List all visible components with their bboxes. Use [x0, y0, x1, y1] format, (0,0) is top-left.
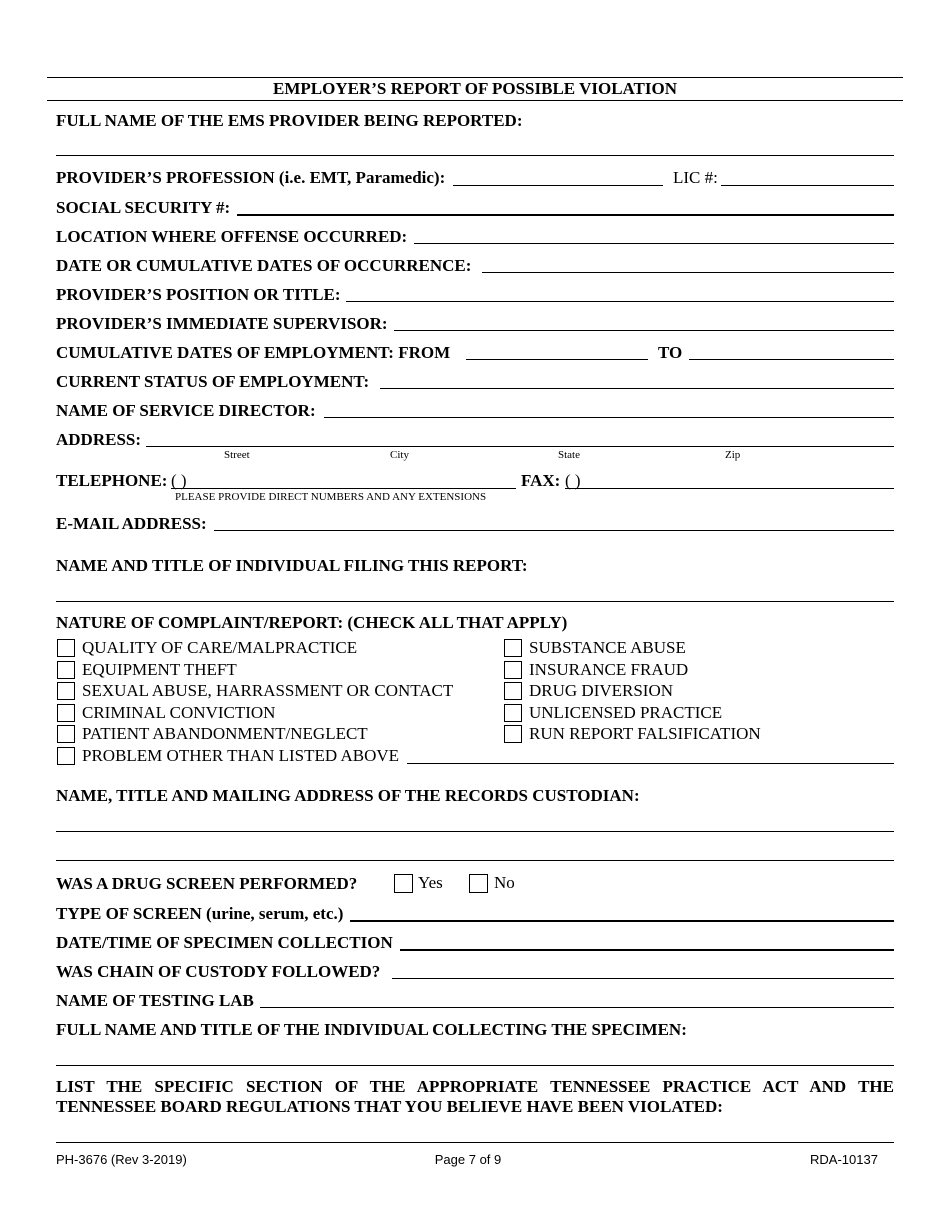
footer-page-number: Page 7 of 9: [434, 1152, 502, 1167]
employment-to-label: TO: [658, 343, 683, 362]
specimen-datetime-field[interactable]: [400, 949, 894, 951]
custodian-field-line-1[interactable]: [56, 831, 894, 832]
fax-label: FAX:: [521, 471, 561, 490]
email-field[interactable]: [214, 530, 894, 531]
regulations-label: LIST THE SPECIFIC SECTION OF THE APPROPRIATE TENNESSEE PRACTICE ACT AND THE TENNESSEE BOARD REGULATIONS THAT YOU BELIEVE HAVE BEEN VIOLATED:: [56, 1077, 894, 1116]
checkbox-quality-of-care[interactable]: [57, 639, 75, 657]
option-patient-abandonment: PATIENT ABANDONMENT/NEGLECT: [82, 724, 368, 743]
option-unlicensed-practice: UNLICENSED PRACTICE: [529, 703, 723, 722]
page-title: EMPLOYER’S REPORT OF POSSIBLE VIOLATION: [272, 79, 677, 98]
lic-label: LIC #:: [673, 168, 718, 187]
checkbox-drug-diversion[interactable]: [504, 682, 522, 700]
screen-type-field[interactable]: [350, 920, 894, 922]
supervisor-field[interactable]: [394, 330, 894, 331]
footer-rda-number: RDA-10137: [810, 1152, 878, 1167]
address-label: ADDRESS:: [56, 430, 142, 449]
full-name-label: FULL NAME OF THE EMS PROVIDER BEING REPORTED:: [56, 111, 523, 130]
lic-field[interactable]: [721, 185, 894, 186]
email-label: E-MAIL ADDRESS:: [56, 514, 207, 533]
telephone-note: PLEASE PROVIDE DIRECT NUMBERS AND ANY EXTENSIONS: [175, 491, 487, 503]
option-quality-of-care: QUALITY OF CARE/MALPRACTICE: [82, 638, 358, 657]
profession-field[interactable]: [453, 185, 663, 186]
supervisor-label: PROVIDER’S IMMEDIATE SUPERVISOR:: [56, 314, 388, 333]
filer-field[interactable]: [56, 601, 894, 602]
position-field[interactable]: [346, 301, 894, 302]
filer-label: NAME AND TITLE OF INDIVIDUAL FILING THIS REPORT:: [56, 556, 528, 575]
employment-from-label: CUMULATIVE DATES OF EMPLOYMENT: FROM: [56, 343, 451, 362]
checkbox-run-report-falsification[interactable]: [504, 725, 522, 743]
option-other-problem: PROBLEM OTHER THAN LISTED ABOVE: [82, 746, 400, 765]
director-field[interactable]: [324, 417, 894, 418]
address-city-caption: City: [390, 449, 409, 461]
complaint-heading: NATURE OF COMPLAINT/REPORT: (CHECK ALL THAT APPLY): [56, 613, 568, 632]
checkbox-other-problem[interactable]: [57, 747, 75, 765]
profession-label: PROVIDER’S PROFESSION (i.e. EMT, Paramedic):: [56, 168, 446, 187]
director-label: NAME OF SERVICE DIRECTOR:: [56, 401, 316, 420]
footer-rule: [56, 1142, 894, 1143]
employment-from-field[interactable]: [466, 359, 648, 360]
dates-field[interactable]: [482, 272, 894, 273]
screen-type-label: TYPE OF SCREEN (urine, serum, etc.): [56, 904, 344, 923]
checkbox-equipment-theft[interactable]: [57, 661, 75, 679]
drug-screen-label: WAS A DRUG SCREEN PERFORMED?: [56, 874, 358, 893]
status-label: CURRENT STATUS OF EMPLOYMENT:: [56, 372, 370, 391]
checkbox-unlicensed-practice[interactable]: [504, 704, 522, 722]
collector-label: FULL NAME AND TITLE OF THE INDIVIDUAL COLLECTING THE SPECIMEN:: [56, 1020, 687, 1039]
custodian-label: NAME, TITLE AND MAILING ADDRESS OF THE RECORDS CUSTODIAN:: [56, 786, 640, 805]
chain-of-custody-field[interactable]: [392, 978, 894, 979]
testing-lab-label: NAME OF TESTING LAB: [56, 991, 254, 1010]
specimen-datetime-label: DATE/TIME OF SPECIMEN COLLECTION: [56, 933, 393, 952]
option-insurance-fraud: INSURANCE FRAUD: [529, 660, 689, 679]
checkbox-insurance-fraud[interactable]: [504, 661, 522, 679]
chain-of-custody-label: WAS CHAIN OF CUSTODY FOLLOWED?: [56, 962, 381, 981]
option-run-report-falsification: RUN REPORT FALSIFICATION: [529, 724, 761, 743]
option-sexual-abuse: SEXUAL ABUSE, HARRASSMENT OR CONTACT: [82, 681, 454, 700]
telephone-area-code: ( ): [171, 471, 187, 490]
option-criminal-conviction: CRIMINAL CONVICTION: [82, 703, 276, 722]
fax-field[interactable]: [565, 488, 894, 489]
ssn-label: SOCIAL SECURITY #:: [56, 198, 231, 217]
checkbox-criminal-conviction[interactable]: [57, 704, 75, 722]
title-rule-top: [47, 77, 903, 78]
checkbox-substance-abuse[interactable]: [504, 639, 522, 657]
address-field[interactable]: [146, 446, 894, 447]
checkbox-drug-screen-yes[interactable]: [394, 874, 413, 893]
ssn-field[interactable]: [237, 214, 894, 216]
status-field[interactable]: [380, 388, 894, 389]
fax-area-code: ( ): [565, 471, 581, 490]
telephone-label: TELEPHONE:: [56, 471, 168, 490]
checkbox-drug-screen-no[interactable]: [469, 874, 488, 893]
custodian-field-line-2[interactable]: [56, 860, 894, 861]
dates-label: DATE OR CUMULATIVE DATES OF OCCURRENCE:: [56, 256, 472, 275]
full-name-field[interactable]: [56, 155, 894, 156]
title-rule-bottom: [47, 100, 903, 101]
address-zip-caption: Zip: [725, 449, 741, 461]
testing-lab-field[interactable]: [260, 1007, 894, 1008]
address-street-caption: Street: [224, 449, 250, 461]
option-equipment-theft: EQUIPMENT THEFT: [82, 660, 237, 679]
address-state-caption: State: [558, 449, 580, 461]
employment-to-field[interactable]: [689, 359, 894, 360]
position-label: PROVIDER’S POSITION OR TITLE:: [56, 285, 341, 304]
checkbox-patient-abandonment[interactable]: [57, 725, 75, 743]
drug-screen-no-label: No: [494, 873, 515, 892]
checkbox-sexual-abuse[interactable]: [57, 682, 75, 700]
option-drug-diversion: DRUG DIVERSION: [529, 681, 674, 700]
option-substance-abuse: SUBSTANCE ABUSE: [529, 638, 686, 657]
location-field[interactable]: [414, 243, 894, 244]
other-problem-field[interactable]: [407, 763, 894, 764]
collector-field[interactable]: [56, 1065, 894, 1066]
location-label: LOCATION WHERE OFFENSE OCCURRED:: [56, 227, 408, 246]
telephone-field[interactable]: [171, 488, 516, 489]
footer-form-number: PH-3676 (Rev 3-2019): [56, 1152, 187, 1167]
drug-screen-yes-label: Yes: [418, 873, 443, 892]
